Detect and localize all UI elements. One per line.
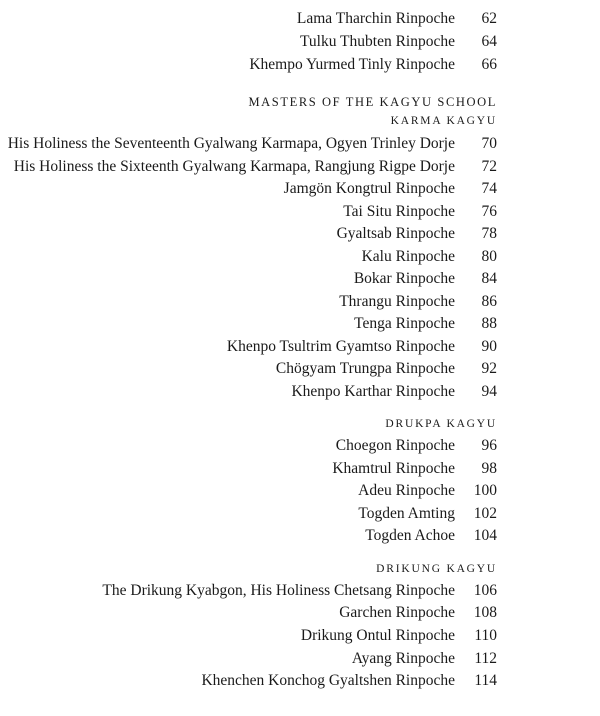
toc-entry-title: His Holiness the Sixteenth Gyalwang Karmapa, Rangjung Rigpe Dorje [13,158,455,175]
toc-entry-page: 110 [474,627,497,644]
toc-entry [0,648,600,670]
toc-entry-page: 114 [474,672,497,689]
toc-entry-page: 96 [481,437,497,454]
toc-entry-page: 76 [481,203,497,220]
toc-entry-title: Thrangu Rinpoche [339,293,455,310]
toc-entry-title: Khempo Yurmed Tinly Rinpoche [249,56,455,73]
subsection-heading-drukpa-kagyu: DRUKPA KAGYU [385,418,497,430]
toc-entry [0,223,600,245]
toc-entry [0,246,600,268]
toc-entry [0,503,600,525]
toc-entry [0,201,600,223]
toc-entry [0,525,600,547]
toc-entry-page: 108 [473,604,497,621]
toc-entry-page: 62 [481,10,497,27]
toc-entry-page: 70 [481,135,497,152]
toc-entry-title: Khenpo Tsultrim Gyamtso Rinpoche [226,338,455,355]
toc-entry-title: Khamtrul Rinpoche [332,460,455,477]
toc-entry-page: 100 [473,482,497,499]
toc-entry-title: Togden Achoe [365,527,455,544]
toc-entry [0,625,600,647]
toc-entry-title: Garchen Rinpoche [339,604,455,621]
toc-entry-page: 98 [481,460,497,477]
toc-entry-page: 104 [473,527,497,544]
toc-entry-page: 78 [481,225,497,242]
toc-entry-title: Tulku Thubten Rinpoche [299,33,455,50]
toc-entry-title: Bokar Rinpoche [353,270,455,287]
toc-entry [0,358,600,380]
toc-entry-title: Kalu Rinpoche [361,248,455,265]
toc-entry-page: 64 [481,33,497,50]
toc-entry-title: Khenpo Karthar Rinpoche [291,383,455,400]
toc-entry [0,268,600,290]
toc-entry-page: 66 [481,56,497,73]
toc-entry [0,480,600,502]
toc-entry [0,602,600,624]
toc-entry [0,670,600,692]
toc-entry [0,54,600,76]
toc-entry-title: Choegon Rinpoche [335,437,455,454]
toc-entry-title: Jamgön Kongtrul Rinpoche [283,180,455,197]
subsection-heading-karma-kagyu: KARMA KAGYU [390,115,497,127]
toc-entry [0,458,600,480]
toc-entry-title: Gyaltsab Rinpoche [336,225,455,242]
toc-entry-title: Togden Amting [358,505,455,522]
toc-entry [0,381,600,403]
toc-entry-title: Chögyam Trungpa Rinpoche [275,360,455,377]
toc-entry [0,291,600,313]
toc-entry-page: 88 [481,315,497,332]
toc-entry-page: 94 [481,383,497,400]
toc-entry-page: 74 [481,180,497,197]
toc-entry-page: 84 [481,270,497,287]
toc-entry-title: Khenchen Konchog Gyaltshen Rinpoche [201,672,455,689]
section-heading: MASTERS OF THE KAGYU SCHOOL [248,95,497,109]
toc-entry-title: Lama Tharchin Rinpoche [296,10,455,27]
toc-entry-page: 92 [481,360,497,377]
toc-entry [0,178,600,200]
subsection-heading-drikung-kagyu: DRIKUNG KAGYU [376,563,497,575]
toc-entry-page: 112 [474,650,497,667]
toc-entry [0,435,600,457]
toc-entry-title: Tenga Rinpoche [354,315,455,332]
toc-entry-page: 86 [481,293,497,310]
toc-entry [0,8,600,30]
toc-entry [0,133,600,155]
toc-entry [0,313,600,335]
toc-entry [0,336,600,358]
toc-entry-title: The Drikung Kyabgon, His Holiness Chetsang Rinpoche [102,582,455,599]
toc-entry [0,31,600,53]
toc-entry-title: Adeu Rinpoche [358,482,455,499]
toc-entry [0,156,600,178]
toc-entry-title: His Holiness the Seventeenth Gyalwang Karmapa, Ogyen Trinley Dorje [7,135,455,152]
toc-entry-page: 102 [473,505,497,522]
toc-entry-page: 90 [481,338,497,355]
toc-entry [0,580,600,602]
toc-entry-page: 80 [481,248,497,265]
toc-entry-title: Ayang Rinpoche [351,650,455,667]
toc-entry-page: 72 [481,158,497,175]
toc-entry-page: 106 [473,582,497,599]
toc-entry-title: Drikung Ontul Rinpoche [300,627,455,644]
toc-entry-title: Tai Situ Rinpoche [343,203,455,220]
